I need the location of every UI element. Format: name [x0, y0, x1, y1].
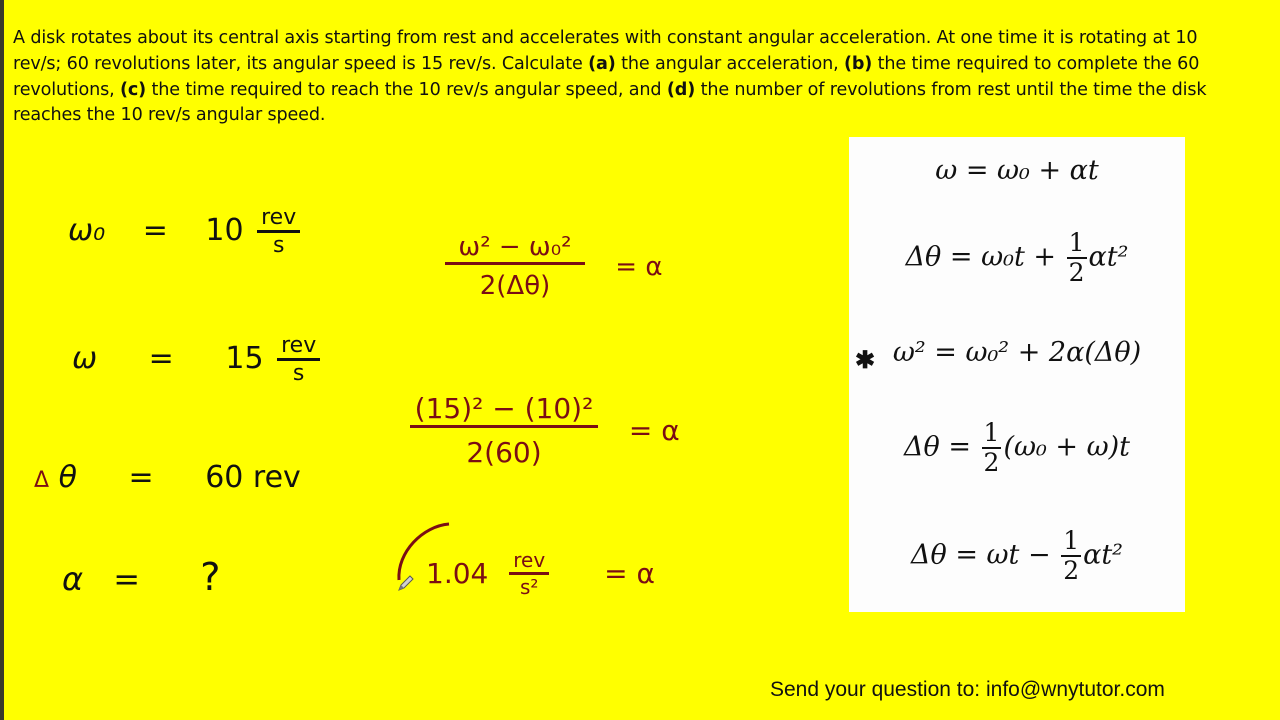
fraction-denominator: 2 [983, 448, 1000, 477]
problem-text-3: the time required to complete the 60 revolutions, [13, 53, 1200, 100]
equals-alpha: = α [615, 251, 663, 282]
fraction-numerator: ω² − ω₀² [445, 232, 585, 265]
formula-rhs: αt² [1088, 241, 1129, 273]
fraction-numerator: 1 [1063, 526, 1080, 555]
problem-text-4: the time required to reach the 10 rev/s angular speed, and [146, 79, 667, 100]
fraction-denominator: 2 [1068, 258, 1085, 287]
alpha-result-value: 1.04 [426, 557, 489, 590]
part-c-label: (c) [120, 79, 147, 100]
given-alpha [62, 555, 220, 599]
one-half-fraction [982, 419, 1002, 477]
given-omega0 [68, 205, 300, 258]
fraction-denominator: 2(60) [466, 436, 542, 469]
one-half-fraction [1061, 527, 1081, 585]
formula-rhs: αt² [1083, 539, 1124, 571]
formula-rhs: (ω₀ + ω)t [1003, 431, 1130, 463]
window-left-edge [0, 0, 4, 720]
omega-symbol: ω [72, 341, 98, 376]
unit-denominator: s [292, 361, 305, 386]
alpha-unknown: ? [200, 555, 221, 599]
problem-statement [13, 26, 1243, 129]
equals-alpha: = α [604, 557, 655, 590]
omega-unit [277, 333, 320, 386]
problem-text-1: A disk rotates about its central axis starting from rest and accelerates with constant angular acceleration. At one time it is rotating at 10 rev/s; 60 revolutions later, its angular speed is 15 rev/s. Calculate [13, 28, 1198, 74]
given-delta-theta [34, 460, 301, 495]
formula-average-velocity [849, 419, 1185, 477]
work-step-3 [426, 548, 655, 599]
formula-velocity-displacement [849, 337, 1185, 374]
omega0-symbol: ω₀ [68, 213, 106, 248]
formula-displacement-w0 [849, 229, 1185, 287]
unit-numerator: rev [277, 333, 320, 361]
given-omega [72, 333, 320, 386]
omega-value: 15 [225, 341, 264, 376]
pencil-cursor-icon [397, 574, 415, 592]
omega0-unit [257, 205, 300, 258]
equals-sign: = [148, 341, 174, 376]
unit-denominator: s² [520, 575, 539, 599]
problem-text-2: the angular acceleration, [615, 53, 844, 74]
part-a-label: (a) [588, 53, 616, 74]
formula-text: ω = ω₀ + αt [935, 155, 1099, 186]
contact-footer: Send your question to: info@wnytutor.com [770, 678, 1165, 701]
delta-theta-value: 60 rev [205, 460, 301, 495]
part-b-label: (b) [843, 53, 873, 74]
fraction-numerator: (15)² − (10)² [410, 392, 598, 428]
fraction-denominator: 2(Δθ) [479, 271, 551, 301]
fraction-numerator: 1 [983, 418, 1000, 447]
omega0-value: 10 [205, 213, 244, 248]
alpha-result-unit [509, 548, 549, 599]
formula-velocity-time [849, 155, 1185, 186]
equals-alpha: = α [628, 414, 680, 447]
unit-denominator: s [272, 233, 285, 258]
formula-lhs: Δθ = [903, 431, 980, 463]
formula-lhs: Δθ = ωt − [910, 539, 1060, 571]
delta-symbol: Δ [34, 468, 50, 493]
part-d-label: (d) [666, 79, 696, 100]
formula-displacement-w [849, 527, 1185, 585]
fraction-denominator: 2 [1063, 556, 1080, 585]
kinematics-formula-card [849, 137, 1185, 612]
equals-sign: = [128, 460, 154, 495]
work-step-2 [410, 392, 680, 469]
fraction-numerator: 1 [1068, 228, 1085, 257]
substituted-fraction [410, 392, 598, 469]
one-half-fraction [1067, 229, 1087, 287]
unit-numerator: rev [257, 205, 300, 233]
star-marker-icon: ✱ [855, 345, 876, 374]
problem-text-5: the number of revolutions from rest until the time the disk reaches the 10 rev/s angular speed. [13, 79, 1207, 126]
unit-numerator: rev [509, 548, 549, 575]
formula-text: ω² = ω₀² + 2α(Δθ) [892, 337, 1142, 368]
equals-sign: = [142, 213, 168, 248]
formula-fraction [445, 232, 585, 301]
equals-sign: = [113, 560, 141, 598]
work-step-1 [445, 232, 662, 301]
theta-symbol: θ [58, 460, 77, 495]
formula-lhs: Δθ = ω₀t + [905, 241, 1065, 273]
alpha-symbol: α [62, 560, 84, 598]
